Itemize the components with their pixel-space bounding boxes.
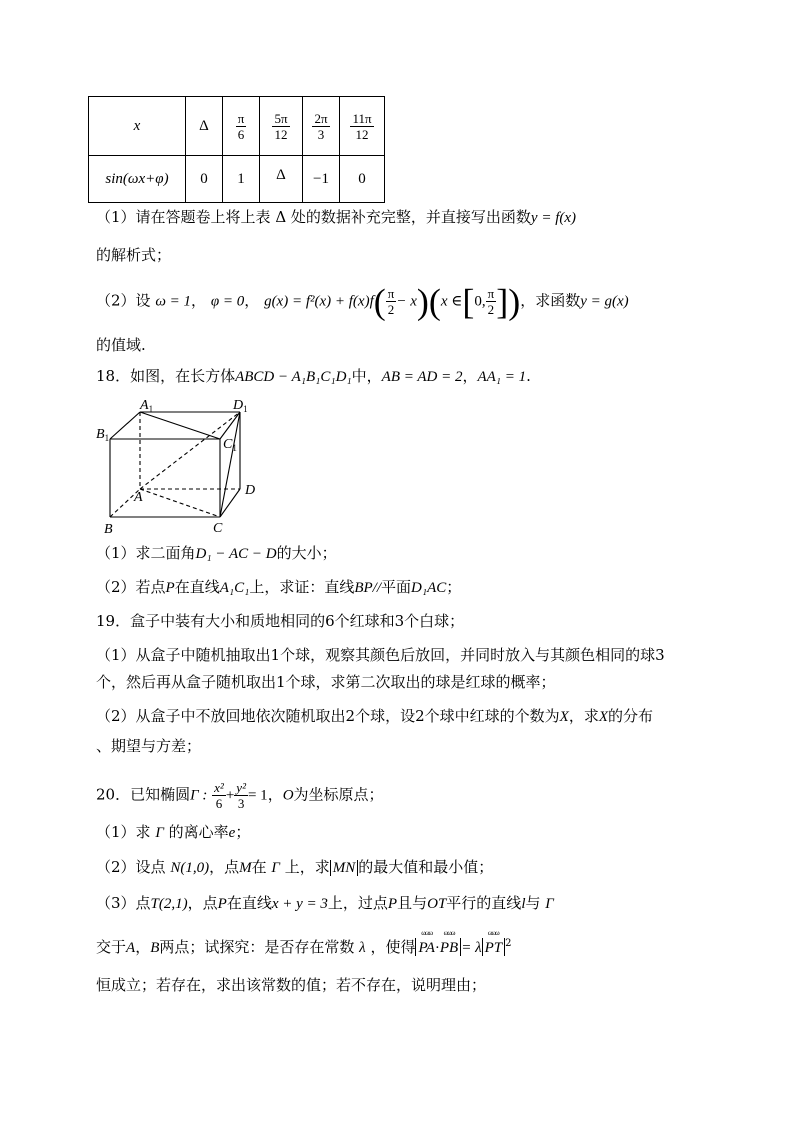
q19-stem: 19．盒子中装有大小和质地相同的6个红球和3个白球； bbox=[96, 612, 465, 630]
label-c1: $C_1$ bbox=[223, 437, 237, 453]
table-cell bbox=[340, 97, 385, 156]
table-cell bbox=[223, 97, 260, 156]
diag-a1c1 bbox=[140, 412, 220, 439]
table-row bbox=[89, 97, 385, 156]
label-d: D bbox=[245, 483, 256, 498]
q20-stem: 20．已知椭圆Γ : $\frac{\text{x²}}{6}$ + $\frac{\text{y²}}{3}$ = 1，O为坐标原点； bbox=[96, 780, 384, 811]
table-cell bbox=[260, 97, 303, 156]
table-cell: 0 bbox=[340, 156, 385, 203]
diag-cd1 bbox=[220, 412, 240, 517]
q20-part3-line3: 恒成立；若存在，求出该常数的值；若不存在，说明理由； bbox=[96, 976, 487, 994]
edge-b1a1 bbox=[110, 412, 140, 439]
table-cell: Δ bbox=[186, 97, 223, 156]
label-a: A bbox=[134, 490, 143, 505]
table-cell: Δ bbox=[260, 156, 303, 203]
table-cell: −1 bbox=[303, 156, 340, 203]
fraction: $\frac{5\pi}{12}$ bbox=[274, 110, 288, 142]
q20-part2: （2）设点 N(1,0)，点M在 Γ 上，求 MN 的最大值和最小值； bbox=[96, 858, 494, 876]
table-cell: 1 bbox=[223, 156, 260, 203]
q20-part3-line2: 交于A，B两点；试探究：是否存在常数 λ ，使得ωωω PA·ωωω PB = λωωω PT $^2$ bbox=[96, 937, 511, 958]
label-a1: $A_1$ bbox=[140, 398, 154, 414]
q17-part1-line2: 的解析式； bbox=[96, 246, 172, 264]
q17-part1-line1: （1）请在答题卷上将上表 Δ 处的数据补充完整，并直接写出函数y = f(x) bbox=[96, 208, 577, 226]
label-d1: $D_1$ bbox=[233, 398, 248, 414]
fraction: $\frac{\text{x²}}{6}$ bbox=[214, 780, 224, 811]
table-cell: sin(ωx+φ) bbox=[89, 156, 186, 203]
fraction: $\frac{\pi}{2}$ bbox=[487, 286, 495, 317]
q19-part2-line2: 、期望与方差； bbox=[96, 737, 202, 755]
q19-part2-line1: （2）从盒子中不放回地依次随机取出2个球，设2个球中红球的个数为X，求X的分布 bbox=[96, 707, 654, 725]
q18-stem: 18．如图，在长方体ABCD − A₁B₁C₁D₁中，AB = AD = 2，AA₁ = 1. bbox=[96, 367, 531, 385]
fraction: $\frac{\pi}{6}$ bbox=[237, 110, 245, 142]
fraction: $\frac{\pi}{2}$ bbox=[387, 286, 395, 317]
table-row bbox=[89, 156, 385, 203]
q17-part2-line1: （2）设 ω = 1， φ = 0， g(x) = f²(x) + f(x)f( $\frac{\pi}{2}$ − x)(x ∈[0, $\frac{\pi}{2}$ ])，求函数y = g(x) bbox=[96, 281, 629, 322]
q20-part3-line1: （3）点T(2,1)，点P在直线x + y = 3上，过点P且与OT平行的直线l与 Γ bbox=[96, 894, 554, 912]
fraction: $\frac{2\pi}{3}$ bbox=[314, 110, 328, 142]
q18-part1: （1）求二面角D₁ − AC − D的大小； bbox=[96, 544, 337, 562]
fraction: $\frac{\text{y²}}{3}$ bbox=[236, 780, 246, 811]
value-table bbox=[88, 96, 385, 203]
label-b: B bbox=[104, 522, 113, 537]
cuboid-figure bbox=[90, 392, 280, 542]
q17-part2-line2: 的值域. bbox=[96, 336, 146, 354]
label-b1: $B_1$ bbox=[96, 427, 110, 443]
label-c: C bbox=[213, 521, 223, 536]
q20-part1: （1）求 Γ 的离心率e； bbox=[96, 823, 251, 841]
q19-part1-line1: （1）从盒子中随机抽取出1个球，观察其颜色后放回，并同时放入与其颜色相同的球3 bbox=[96, 646, 665, 664]
q19-part1-line2: 个，然后再从盒子随机取出1个球，求第二次取出的球是红球的概率； bbox=[96, 673, 556, 691]
table-cell: x bbox=[89, 97, 186, 156]
table-cell: 0 bbox=[186, 156, 223, 203]
table-cell bbox=[303, 97, 340, 156]
fraction: $\frac{11\pi}{12}$ bbox=[352, 110, 372, 142]
diag-ac-hidden bbox=[140, 489, 220, 517]
q18-part2: （2）若点P在直线A₁C₁上，求证：直线BP//平面D₁AC； bbox=[96, 578, 462, 596]
